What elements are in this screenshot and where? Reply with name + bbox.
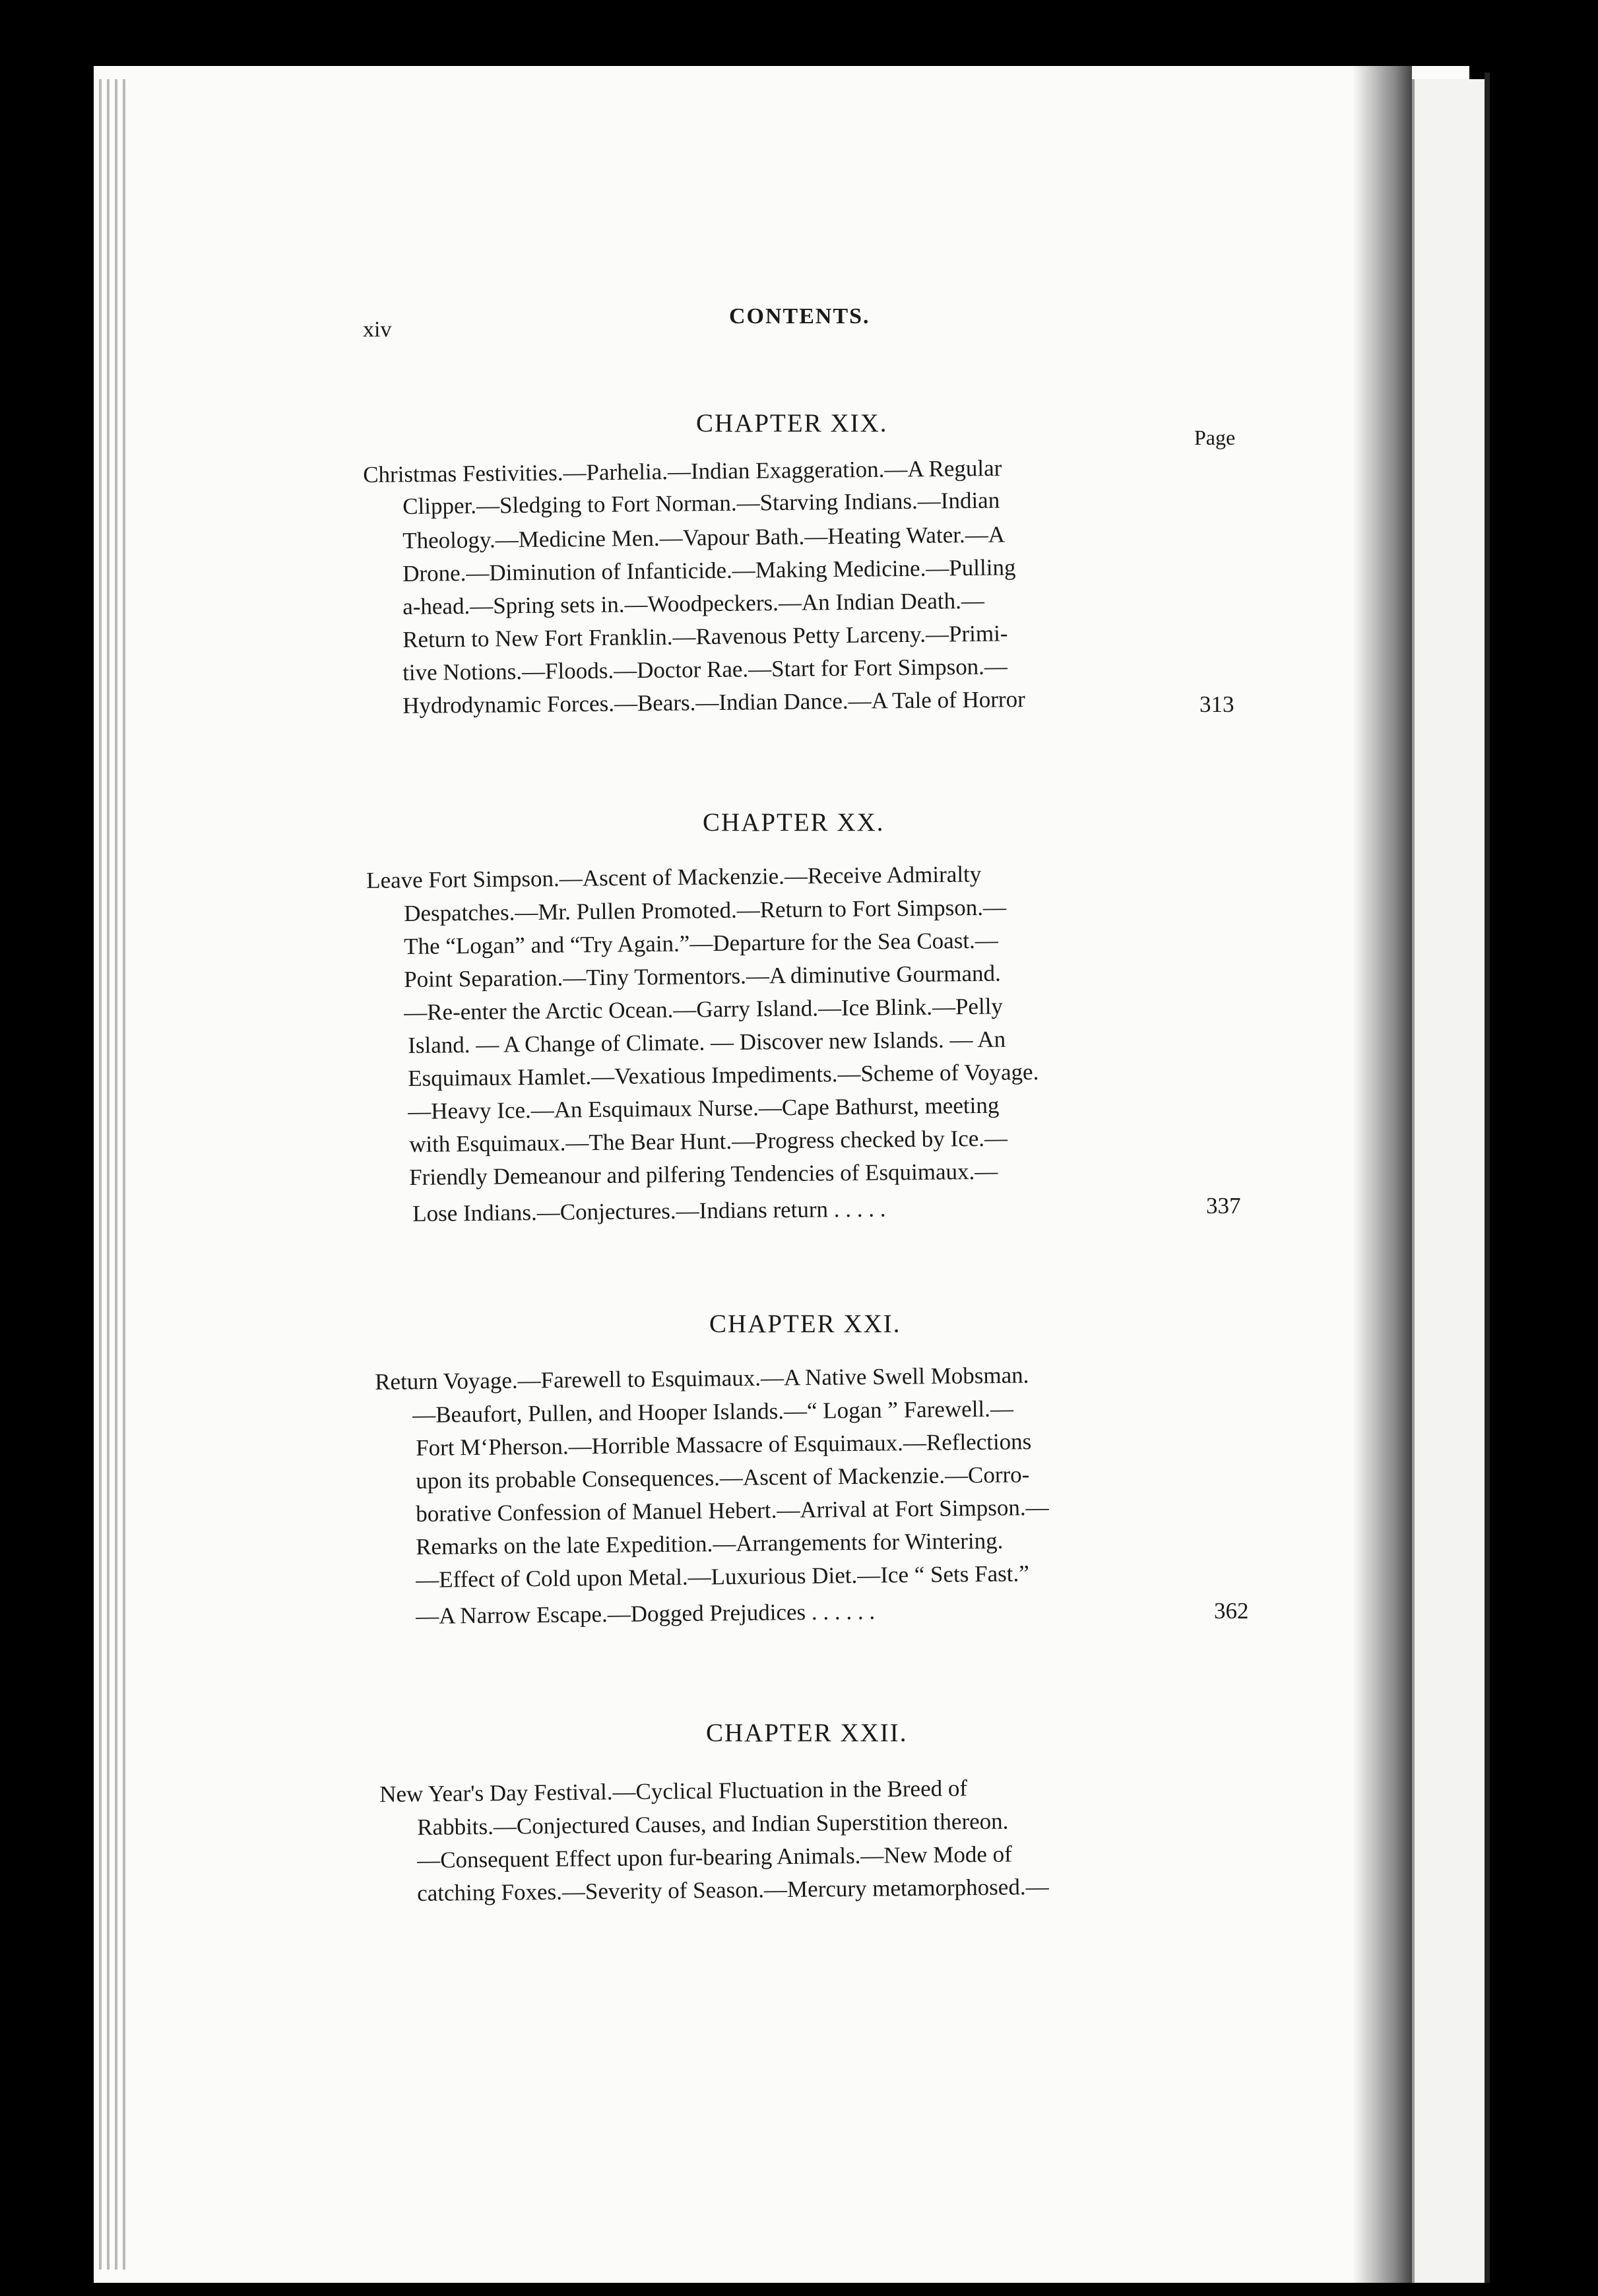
toc-line: Rabbits.—Conjectured Causes, and Indian Superstition thereon. (417, 1808, 1009, 1840)
toc-line: Leave Fort Simpson.—Ascent of Mackenzie.—Receive Admiralty (366, 861, 982, 893)
toc-line: —Consequent Effect upon fur-bearing Animals.—New Mode of (417, 1841, 1013, 1873)
toc-line: Return Voyage.—Farewell to Esquimaux.—A Native Swell Mobsman. (375, 1362, 1029, 1395)
toc-line: Lose Indians.—Conjectures.—Indians return . . . . . (412, 1196, 886, 1227)
page-number: 313 (1199, 691, 1234, 717)
page-numeral: xiv (363, 317, 392, 342)
page-title: CONTENTS. (729, 304, 870, 329)
toc-line: —Heavy Ice.—An Esquimaux Nurse.—Cape Bathurst, meeting (408, 1092, 1000, 1124)
chapter-heading: CHAPTER XX. (703, 808, 885, 837)
page-number: 337 (1206, 1193, 1241, 1219)
toc-line: —Effect of Cold upon Metal.—Luxurious Diet.—Ice “ Sets Fast.” (416, 1560, 1029, 1593)
toc-line: The “Logan” and “Try Again.”—Departure for the Sea Coast.— (404, 927, 999, 959)
page-edge (99, 79, 102, 2270)
toc-line: Christmas Festivities.—Parhelia.—Indian Exaggeration.—A Regular (363, 455, 1002, 488)
toc-line: catching Foxes.—Severity of Season.—Mercury metamorphosed.— (417, 1873, 1049, 1906)
chapter-heading: CHAPTER XIX. (696, 409, 888, 437)
chapter-heading: CHAPTER XXII. (706, 1719, 908, 1747)
page-column-label: Page (1194, 426, 1236, 449)
toc-line: Drone.—Diminution of Infanticide.—Making Medicine.—Pulling (402, 554, 1016, 587)
toc-line: New Year's Day Festival.—Cyclical Fluctuation in the Breed of (379, 1775, 968, 1807)
page-edge (107, 79, 110, 2270)
toc-line: tive Notions.—Floods.—Doctor Rae.—Start for Fort Simpson.— (402, 653, 1008, 686)
page-number: 362 (1214, 1598, 1249, 1624)
facing-page (1412, 79, 1487, 2283)
toc-line: Despatches.—Mr. Pullen Promoted.—Return to Fort Simpson.— (404, 894, 1007, 926)
toc-line: Esquimaux Hamlet.—Vexatious Impediments.—Scheme of Voyage. (408, 1058, 1039, 1091)
toc-line: Fort M‘Pherson.—Horrible Massacre of Esquimaux.—Reflections (416, 1428, 1032, 1461)
toc-line: with Esquimaux.—The Bear Hunt.—Progress checked by Ice.— (409, 1125, 1008, 1157)
toc-line: Remarks on the late Expedition.—Arrangements for Wintering. (416, 1527, 1004, 1560)
page-edge (115, 79, 117, 2270)
toc-line: —A Narrow Escape.—Dogged Prejudices . . . . . . (416, 1598, 876, 1629)
toc-line: Clipper.—Sledging to Fort Norman.—Starving Indians.—Indian (402, 487, 1000, 519)
toc-line: Return to New Fort Franklin.—Ravenous Petty Larceny.—Primi- (402, 620, 1008, 653)
toc-line: a-head.—Spring sets in.—Woodpeckers.—An Indian Death.— (402, 587, 985, 620)
toc-line: Friendly Demeanour and pilfering Tendencies of Esquimaux.— (409, 1158, 998, 1190)
toc-line: Theology.—Medicine Men.—Vapour Bath.—Heating Water.—A (402, 521, 1006, 554)
page-edge (123, 79, 125, 2270)
toc-line: —Re-enter the Arctic Ocean.—Garry Island.—Ice Blink.—Pelly (404, 993, 1004, 1025)
gutter-shadow (1353, 66, 1412, 2283)
toc-line: Point Separation.—Tiny Tormentors.—A diminutive Gourmand. (404, 960, 1001, 992)
toc-line: Island. — A Change of Climate. — Discover new Islands. — An (408, 1026, 1006, 1058)
toc-line: upon its probable Consequences.—Ascent of Mackenzie.—Corro- (416, 1461, 1030, 1494)
toc-line: —Beaufort, Pullen, and Hooper Islands.—“ Logan ” Farewell.— (412, 1395, 1014, 1428)
page-border (1485, 73, 1490, 2283)
chapter-heading: CHAPTER XXI. (709, 1310, 901, 1338)
toc-line: Hydrodynamic Forces.—Bears.—Indian Dance.—A Tale of Horror (402, 686, 1025, 718)
toc-line: borative Confession of Manuel Hebert.—Arrival at Fort Simpson.— (416, 1494, 1049, 1527)
